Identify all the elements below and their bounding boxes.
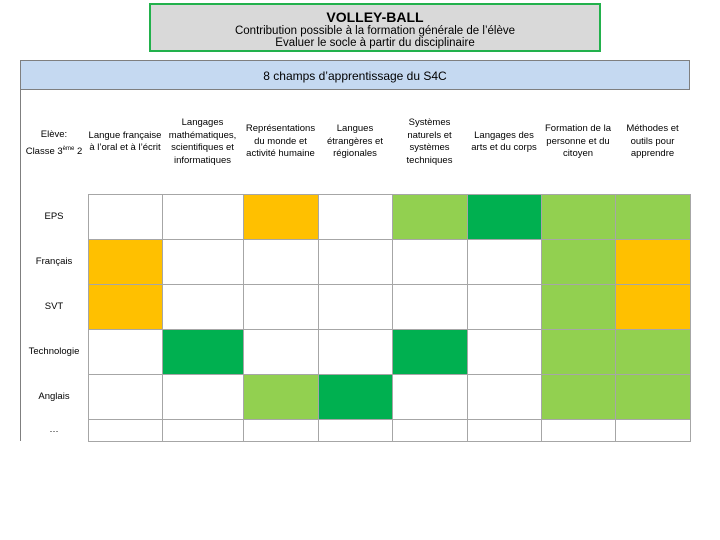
grid-cell xyxy=(162,284,244,330)
grid-cell xyxy=(88,239,163,285)
grid-cell xyxy=(541,239,616,285)
grid-cell xyxy=(392,419,468,442)
grid-cell xyxy=(243,329,319,375)
grid-cell xyxy=(318,374,393,420)
grid-cell xyxy=(392,194,468,240)
grid-cell xyxy=(318,284,393,330)
row-label: SVT xyxy=(44,300,64,312)
title-box xyxy=(149,3,601,52)
fields-header: 8 champs d’apprentissage du S4C xyxy=(20,60,690,90)
page-subtitle-2: Evaluer le socle à partir du disciplinaire xyxy=(275,37,475,49)
grid-cell xyxy=(243,374,319,420)
grid-cell xyxy=(615,374,691,420)
grid-cell xyxy=(392,329,468,375)
grid-cell xyxy=(162,194,244,240)
column-header: Méthodes et outils pour apprendre xyxy=(626,123,679,160)
grid-cell xyxy=(318,239,393,285)
grid-cell xyxy=(88,329,163,375)
student-line: Elève: xyxy=(40,129,68,140)
class-line: Classe 3ème 2 xyxy=(25,146,83,158)
grid-cell xyxy=(88,419,163,442)
grid-cell xyxy=(318,329,393,375)
page-title: VOLLEY-BALL xyxy=(326,9,424,25)
grid-cell xyxy=(541,329,616,375)
grid-cell xyxy=(162,329,244,375)
column-header: Langues étrangères et régionales xyxy=(327,123,383,160)
grid-cell xyxy=(318,194,393,240)
grid-cell xyxy=(467,194,542,240)
grid-cell xyxy=(615,419,691,442)
row-label: Technologie xyxy=(28,345,80,357)
column-header: Langages des arts et du corps xyxy=(471,129,537,153)
grid-cell xyxy=(392,284,468,330)
grid-cell xyxy=(541,419,616,442)
grid-cell xyxy=(318,419,393,442)
grid-cell xyxy=(88,374,163,420)
row-label: Français xyxy=(35,255,73,267)
grid-cell xyxy=(243,239,319,285)
grid-cell xyxy=(467,239,542,285)
row-label: … xyxy=(49,424,59,435)
grid-cell xyxy=(541,284,616,330)
grid-cell xyxy=(467,374,542,420)
grid-cell xyxy=(162,374,244,420)
grid-cell xyxy=(615,329,691,375)
grid-cell xyxy=(467,284,542,330)
grid-cell xyxy=(243,194,319,240)
grid-cell xyxy=(243,419,319,442)
student-label xyxy=(20,128,88,159)
column-header: Formation de la personne et du citoyen xyxy=(544,123,611,160)
grid-cell xyxy=(541,374,616,420)
grid-cell xyxy=(467,419,542,442)
grid-cell xyxy=(88,194,163,240)
row-label: Anglais xyxy=(38,390,70,402)
page-subtitle-1: Contribution possible à la formation générale de l’élève xyxy=(234,25,515,37)
grid-cell xyxy=(541,194,616,240)
column-header: Langue française à l’oral et à l’écrit xyxy=(88,129,162,153)
grid-cell xyxy=(243,284,319,330)
grid-cell xyxy=(392,374,468,420)
row-label: EPS xyxy=(44,210,64,222)
column-header: Langages mathématiques, scientifiques et informatiques xyxy=(168,117,237,166)
grid-cell xyxy=(162,239,244,285)
column-header: Systèmes naturels et systèmes techniques xyxy=(406,117,453,166)
grid-cell xyxy=(162,419,244,442)
grid-cell xyxy=(467,329,542,375)
grid-cell xyxy=(615,284,691,330)
grid-cell xyxy=(392,239,468,285)
grid-cell xyxy=(615,239,691,285)
column-header: Représentations du monde et activité humaine xyxy=(245,123,316,160)
grid-cell xyxy=(88,284,163,330)
grid-cell xyxy=(615,194,691,240)
